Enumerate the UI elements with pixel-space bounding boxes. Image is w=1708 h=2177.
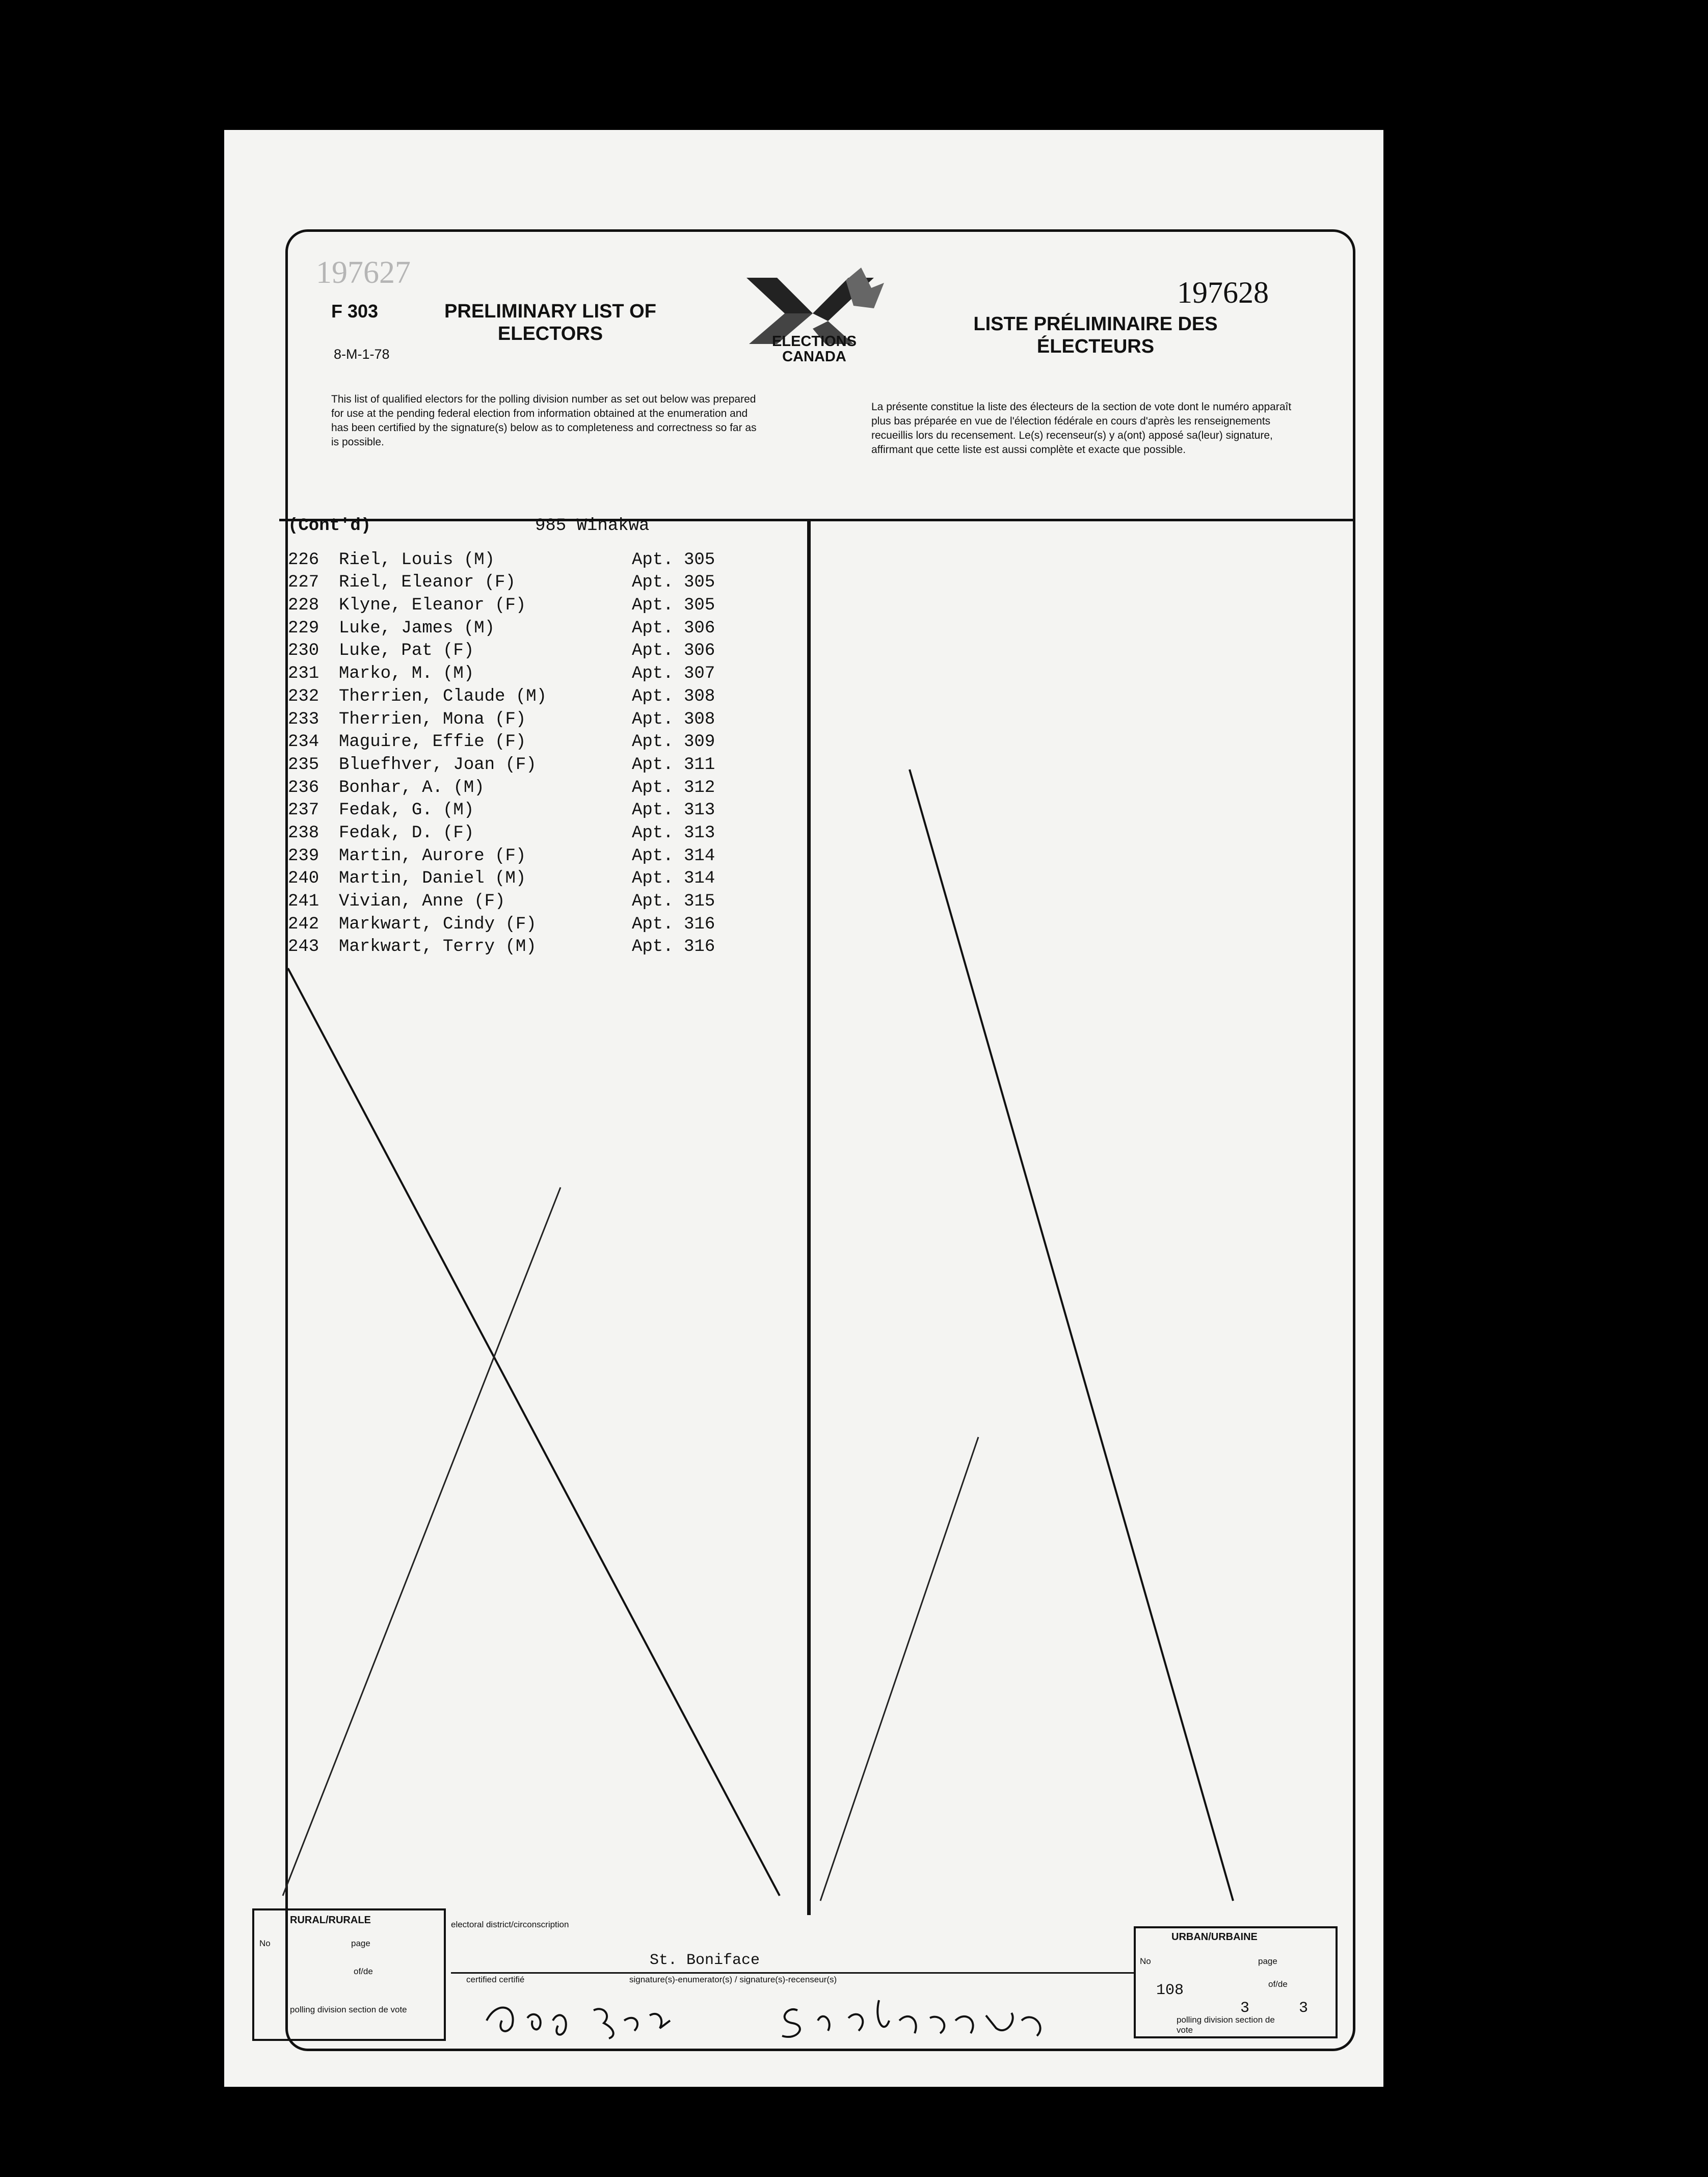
elector-apartment: Apt. 311 <box>632 755 715 775</box>
elector-apartment: Apt. 308 <box>632 686 715 706</box>
elector-name: Riel, Louis (M) <box>339 550 495 570</box>
elector-apartment: Apt. 307 <box>632 664 715 684</box>
elector-name: Martin, Daniel (M) <box>339 869 526 889</box>
elector-number: 238 <box>288 823 319 843</box>
elector-apartment: Apt. 305 <box>632 596 715 616</box>
logo-text: ELECTIONS CANADA <box>772 333 857 365</box>
elector-name: Bonhar, A. (M) <box>339 778 485 798</box>
district-label: electoral district/circonscription <box>451 1920 569 1929</box>
urban-polling-division-label: polling division section de vote <box>1177 2015 1275 2035</box>
certified-label: certified certifié <box>466 1975 525 1984</box>
elector-apartment: Apt. 309 <box>632 732 715 752</box>
urban-of-label: of/de <box>1268 1979 1288 1989</box>
elector-name: Markwart, Cindy (F) <box>339 914 537 934</box>
elector-name: Luke, James (M) <box>339 618 495 638</box>
serial-number: 197628 <box>1177 276 1269 309</box>
elector-number: 234 <box>288 732 319 752</box>
elector-name: Fedak, G. (M) <box>339 801 474 820</box>
elector-number: 235 <box>288 755 319 775</box>
elector-apartment: Apt. 305 <box>632 550 715 570</box>
elector-apartment: Apt. 306 <box>632 618 715 638</box>
elector-apartment: Apt. 305 <box>632 573 715 593</box>
elector-apartment: Apt. 316 <box>632 914 715 934</box>
urban-box <box>1134 1926 1338 2038</box>
elector-number: 242 <box>288 914 319 934</box>
elector-name: Riel, Eleanor (F) <box>339 573 516 593</box>
street-address: 985 Winakwa <box>535 516 650 536</box>
elector-name: Martin, Aurore (F) <box>339 846 526 866</box>
signature-label: signature(s)-enumerator(s) / signature(s)-recenseur(s) <box>629 1975 837 1984</box>
elector-name: Markwart, Terry (M) <box>339 937 537 957</box>
urban-page-label: page <box>1258 1956 1277 1966</box>
urban-label: URBAN/URBAINE <box>1171 1931 1258 1943</box>
title-english: PRELIMINARY LIST OF ELECTORS <box>444 301 656 344</box>
elector-name: Maguire, Effie (F) <box>339 732 526 752</box>
elector-number: 228 <box>288 596 319 616</box>
urban-number: 108 <box>1156 1982 1184 1999</box>
elector-number: 237 <box>288 801 319 820</box>
elector-number: 241 <box>288 892 319 911</box>
faint-serial-number: 197627 <box>316 255 411 290</box>
continued-label: (Cont'd) <box>288 516 371 536</box>
urban-of-number: 3 <box>1299 2000 1309 2017</box>
enumerator-signatures <box>482 1990 1093 2046</box>
elector-number: 240 <box>288 869 319 889</box>
urban-no-label: No <box>1140 1956 1151 1966</box>
rural-label: RURAL/RURALE <box>290 1915 371 1926</box>
elector-apartment: Apt. 313 <box>632 823 715 843</box>
elector-name: Therrien, Claude (M) <box>339 686 547 706</box>
elector-name: Vivian, Anne (F) <box>339 892 505 911</box>
elector-number: 243 <box>288 937 319 957</box>
elector-apartment: Apt. 306 <box>632 641 715 661</box>
rural-box <box>252 1908 446 2041</box>
elector-apartment: Apt. 312 <box>632 778 715 798</box>
rural-page-label: page <box>351 1939 370 1948</box>
elector-number: 231 <box>288 664 319 684</box>
intro-french: La présente constitue la liste des électeurs de la section de vote dont le numéro apparaît plus bas préparée en vue de l'élection fédérale en cours d'après les renseignements recueillis lors du recensement. Le(s) recenseur(s) y a(ont) apposé sa(leur) signature, affirmant que cette liste est aussi complète et exacte que possible. <box>871 401 1292 456</box>
elector-apartment: Apt. 316 <box>632 937 715 957</box>
elector-name: Klyne, Eleanor (F) <box>339 596 526 616</box>
footer <box>252 1908 1340 2043</box>
elector-apartment: Apt. 308 <box>632 709 715 729</box>
elector-apartment: Apt. 314 <box>632 846 715 866</box>
form-number: F 303 <box>331 301 379 322</box>
rural-of-label: of/de <box>354 1967 373 1976</box>
elector-number: 232 <box>288 686 319 706</box>
revision-date: 8-M-1-78 <box>334 347 390 362</box>
elector-name: Marko, M. (M) <box>339 664 474 684</box>
elector-number: 236 <box>288 778 319 798</box>
elector-number: 226 <box>288 550 319 570</box>
elector-number: 230 <box>288 641 319 661</box>
district-name: St. Boniface <box>650 1952 760 1969</box>
elector-apartment: Apt. 313 <box>632 801 715 820</box>
title-french: LISTE PRÉLIMINAIRE DES ÉLECTEURS <box>973 313 1218 357</box>
elector-apartment: Apt. 314 <box>632 869 715 889</box>
rural-polling-division-label: polling division section de vote <box>290 2005 407 2014</box>
district-underline <box>451 1972 1134 1974</box>
elector-number: 229 <box>288 618 319 638</box>
elector-number: 239 <box>288 846 319 866</box>
elector-number: 227 <box>288 573 319 593</box>
rural-no-label: No <box>259 1939 271 1948</box>
elector-name: Bluefhver, Joan (F) <box>339 755 537 775</box>
elector-name: Luke, Pat (F) <box>339 641 474 661</box>
elector-apartment: Apt. 315 <box>632 892 715 911</box>
elector-number: 233 <box>288 709 319 729</box>
elector-name: Fedak, D. (F) <box>339 823 474 843</box>
urban-page-number: 3 <box>1240 2000 1250 2017</box>
intro-english: This list of qualified electors for the polling division number as set out below was prepared for use at the pending federal election from information obtained at the enumeration and has been certified by the signature(s) below as to completeness and correctness so far as is possible. <box>331 393 757 448</box>
elector-name: Therrien, Mona (F) <box>339 709 526 729</box>
